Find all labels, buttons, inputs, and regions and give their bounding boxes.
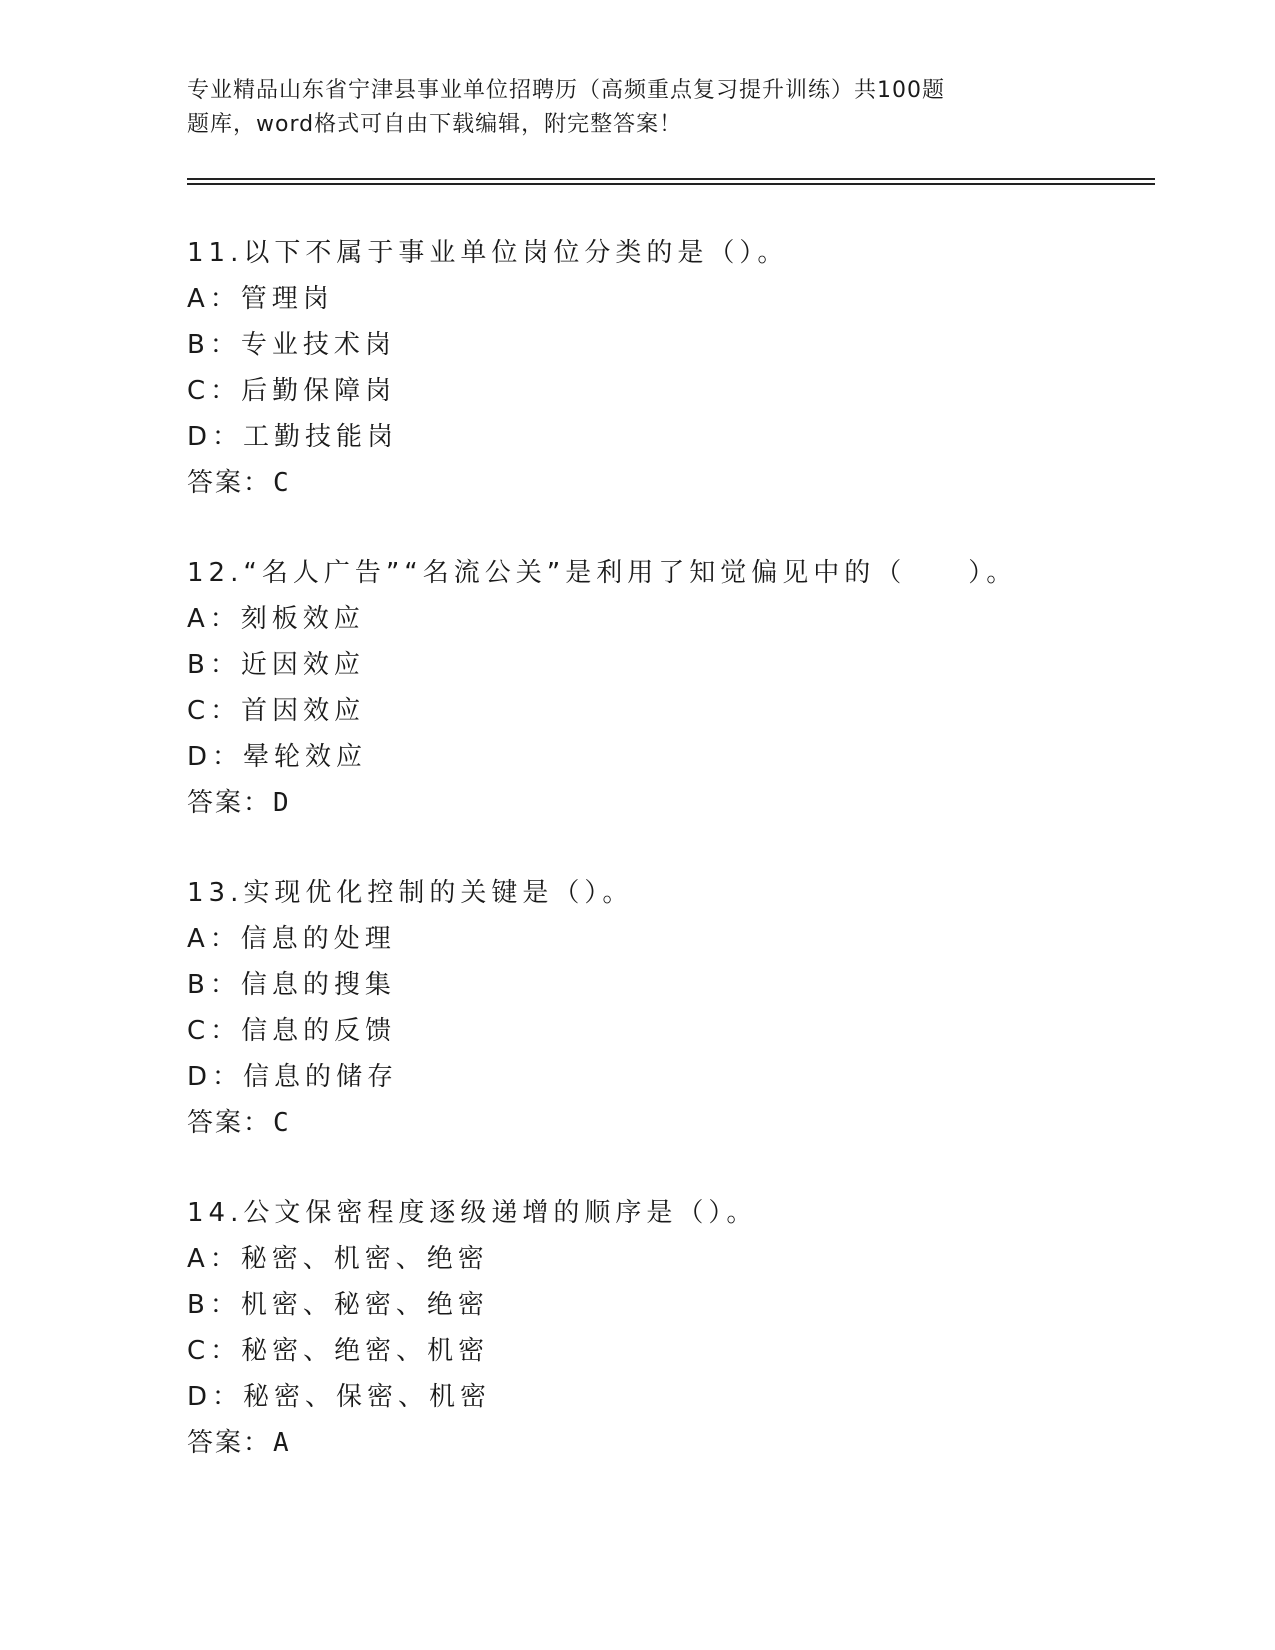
option-a: A：管理岗 [187, 284, 334, 314]
option-c: C：信息的反馈 [187, 1016, 397, 1046]
option-b: B：专业技术岗 [187, 330, 396, 360]
header-line-2: 题库，word格式可自由下载编辑，附完整答案！ [187, 112, 683, 137]
answer-line [187, 1100, 291, 1146]
option-d: D：信息的储存 [187, 1062, 399, 1092]
question-stem: 14.公文保密程度逐级递增的顺序是（）。 [187, 1198, 758, 1228]
answer-label: 答案： [187, 788, 272, 818]
question-stem: 11.以下不属于事业单位岗位分类的是（）。 [187, 238, 789, 268]
document-header [187, 74, 1017, 142]
answer-value: A [273, 1428, 291, 1458]
option-b: B：近因效应 [187, 650, 365, 680]
option-a: A：刻板效应 [187, 604, 365, 634]
question-item [187, 550, 1155, 870]
header-divider-bottom [187, 183, 1155, 185]
option-a: A：信息的处理 [187, 924, 396, 954]
answer-label: 答案： [187, 1108, 272, 1138]
option-b: B：机密、秘密、绝密 [187, 1290, 489, 1320]
answer-label: 答案： [187, 1428, 272, 1458]
answer-value: C [273, 1108, 291, 1138]
question-stem: 12.“名人广告”“名流公关”是利用了知觉偏见中的（ ）。 [187, 558, 1018, 588]
answer-value: D [273, 788, 291, 818]
option-a: A：秘密、机密、绝密 [187, 1244, 489, 1274]
answer-line [187, 1420, 291, 1466]
option-d: D：工勤技能岗 [187, 422, 399, 452]
question-item [187, 870, 1155, 1190]
question-item [187, 230, 1155, 550]
answer-line [187, 780, 291, 826]
option-c: C：秘密、绝密、机密 [187, 1336, 490, 1366]
option-b: B：信息的搜集 [187, 970, 396, 1000]
answer-label: 答案： [187, 468, 272, 498]
question-item [187, 1190, 1155, 1510]
option-c: C：首因效应 [187, 696, 366, 726]
header-line-1: 专业精品山东省宁津县事业单位招聘历（高频重点复习提升训练）共100题 [187, 78, 945, 103]
question-list [187, 230, 1155, 1510]
header-divider-top [187, 178, 1155, 180]
option-c: C：后勤保障岗 [187, 376, 397, 406]
question-stem: 13.实现优化控制的关键是（）。 [187, 878, 634, 908]
answer-value: C [273, 468, 291, 498]
option-d: D：晕轮效应 [187, 742, 368, 772]
answer-line [187, 460, 291, 506]
option-d: D：秘密、保密、机密 [187, 1382, 492, 1412]
